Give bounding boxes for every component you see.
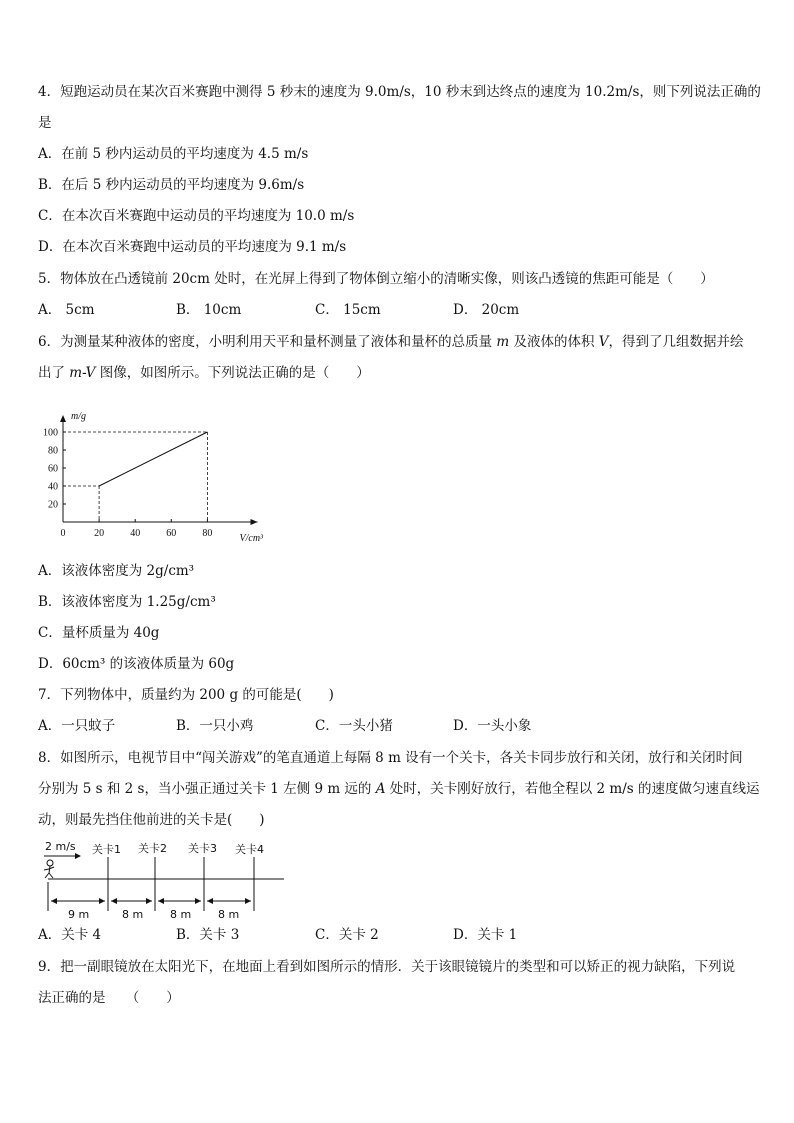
q5-option-a: A． 5cm xyxy=(38,302,95,318)
q7-stem: 7．下列物体中，质量约为 200 g 的可能是( ) xyxy=(38,687,334,703)
q5-option-d: D． 20cm xyxy=(453,302,520,318)
y-axis-arrow-icon xyxy=(60,415,66,422)
distance-8m-3: 8 m xyxy=(218,908,240,921)
q4-stem-line1: 4．短跑运动员在某次百米赛跑中测得 5 秒末的速度为 9.0m/s，10 秒末到达终点的速度为 10.2m/s，则下列说法正确的 xyxy=(38,84,761,100)
speed-label: 2 m/s xyxy=(45,840,76,853)
q8-stem-line3: 动，则最先挡住他前进的关卡是( ) xyxy=(38,812,265,828)
q8-option-d: D．关卡 1 xyxy=(453,927,518,943)
q8-option-c: C．关卡 2 xyxy=(315,927,379,943)
y-tick-label: 80 xyxy=(48,445,58,457)
q9-stem-line2: 法正确的是 （ ） xyxy=(38,990,180,1006)
q4-option-a: A．在前 5 秒内运动员的平均速度为 4.5 m/s xyxy=(38,146,309,162)
runner-icon xyxy=(44,860,54,878)
gate-4-label: 关卡4 xyxy=(235,843,264,856)
q7-option-d: D．一头小象 xyxy=(453,718,532,734)
q4-option-b: B．在后 5 秒内运动员的平均速度为 9.6m/s xyxy=(38,177,305,193)
q5-option-b: B． 10cm xyxy=(176,302,242,318)
x-tick-label: 40 xyxy=(130,528,141,539)
q7-option-c: C．一头小猪 xyxy=(315,718,393,734)
gate-2-label: 关卡2 xyxy=(138,842,167,855)
distance-8m-2: 8 m xyxy=(170,908,192,921)
x-tick-label: 20 xyxy=(94,528,105,539)
q7-option-a: A．一只蚊子 xyxy=(38,718,116,734)
gate-figure xyxy=(30,836,300,922)
q8-option-a: A．关卡 4 xyxy=(38,927,102,943)
x-axis-label: V/cm³ xyxy=(239,533,264,544)
series-line xyxy=(99,432,207,486)
q4-option-c: C．在本次百米赛跑中运动员的平均速度为 10.0 m/s xyxy=(38,208,355,224)
q6-stem-line1: 6．为测量某种液体的密度，小明利用天平和量杯测量了液体和量杯的总质量 m 及液体的体积 V，得到了几组数据并绘 xyxy=(38,334,744,350)
y-tick-label: 100 xyxy=(43,427,58,439)
q7-option-b: B．一只小鸡 xyxy=(176,718,254,734)
x-tick-label: 80 xyxy=(202,528,213,539)
distance-8m-1: 8 m xyxy=(122,908,144,921)
q4-stem-line2: 是 xyxy=(38,115,52,131)
q6-option-d: D．60cm³ 的该液体质量为 60g xyxy=(38,656,235,672)
q6-option-b: B．该液体密度为 1.25g/cm³ xyxy=(38,594,216,610)
q8-option-b: B．关卡 3 xyxy=(176,927,240,943)
q9-stem-line1: 9．把一副眼镜放在太阳光下，在地面上看到如图所示的情形．关于该眼镜镜片的类型和可以矫正的视力缺陷，下列说 xyxy=(38,959,736,975)
y-tick-label: 40 xyxy=(48,481,58,493)
q4-option-d: D．在本次百米赛跑中运动员的平均速度为 9.1 m/s xyxy=(38,239,347,255)
q5-stem: 5．物体放在凸透镜前 20cm 处时，在光屏上得到了物体倒立缩小的清晰实像，则该凸透镜的焦距可能是（ ） xyxy=(38,271,714,287)
gate-3-label: 关卡3 xyxy=(188,842,217,855)
y-tick-label: 20 xyxy=(48,499,58,511)
x-axis-arrow-icon xyxy=(251,519,258,525)
gate-1-label: 关卡1 xyxy=(92,843,121,856)
x-tick-label: 60 xyxy=(166,528,177,539)
q6-option-a: A．该液体密度为 2g/cm³ xyxy=(38,563,195,579)
q6-stem-line2: 出了 m-V 图像，如图所示。下列说法正确的是（ ） xyxy=(38,365,370,381)
mv-chart xyxy=(30,392,300,552)
q5-option-c: C． 15cm xyxy=(315,302,381,318)
q6-option-c: C．量杯质量为 40g xyxy=(38,625,160,641)
speed-arrow-icon xyxy=(75,853,81,859)
y-axis-label: m/g xyxy=(71,411,86,422)
x-tick-label: 0 xyxy=(60,528,66,539)
q8-stem-line1: 8．如图所示，电视节目中“闯关游戏”的笔直通道上每隔 8 m 设有一个关卡，各关卡同步放行和关闭，放行和关闭时间 xyxy=(38,750,743,766)
q8-stem-line2: 分别为 5 s 和 2 s，当小强正通过关卡 1 左侧 9 m 远的 A 处时，关卡刚好放行，若他全程以 2 m/s 的速度做匀速直线运 xyxy=(38,781,760,797)
y-tick-label: 60 xyxy=(48,463,58,475)
distance-9m: 9 m xyxy=(68,908,90,921)
